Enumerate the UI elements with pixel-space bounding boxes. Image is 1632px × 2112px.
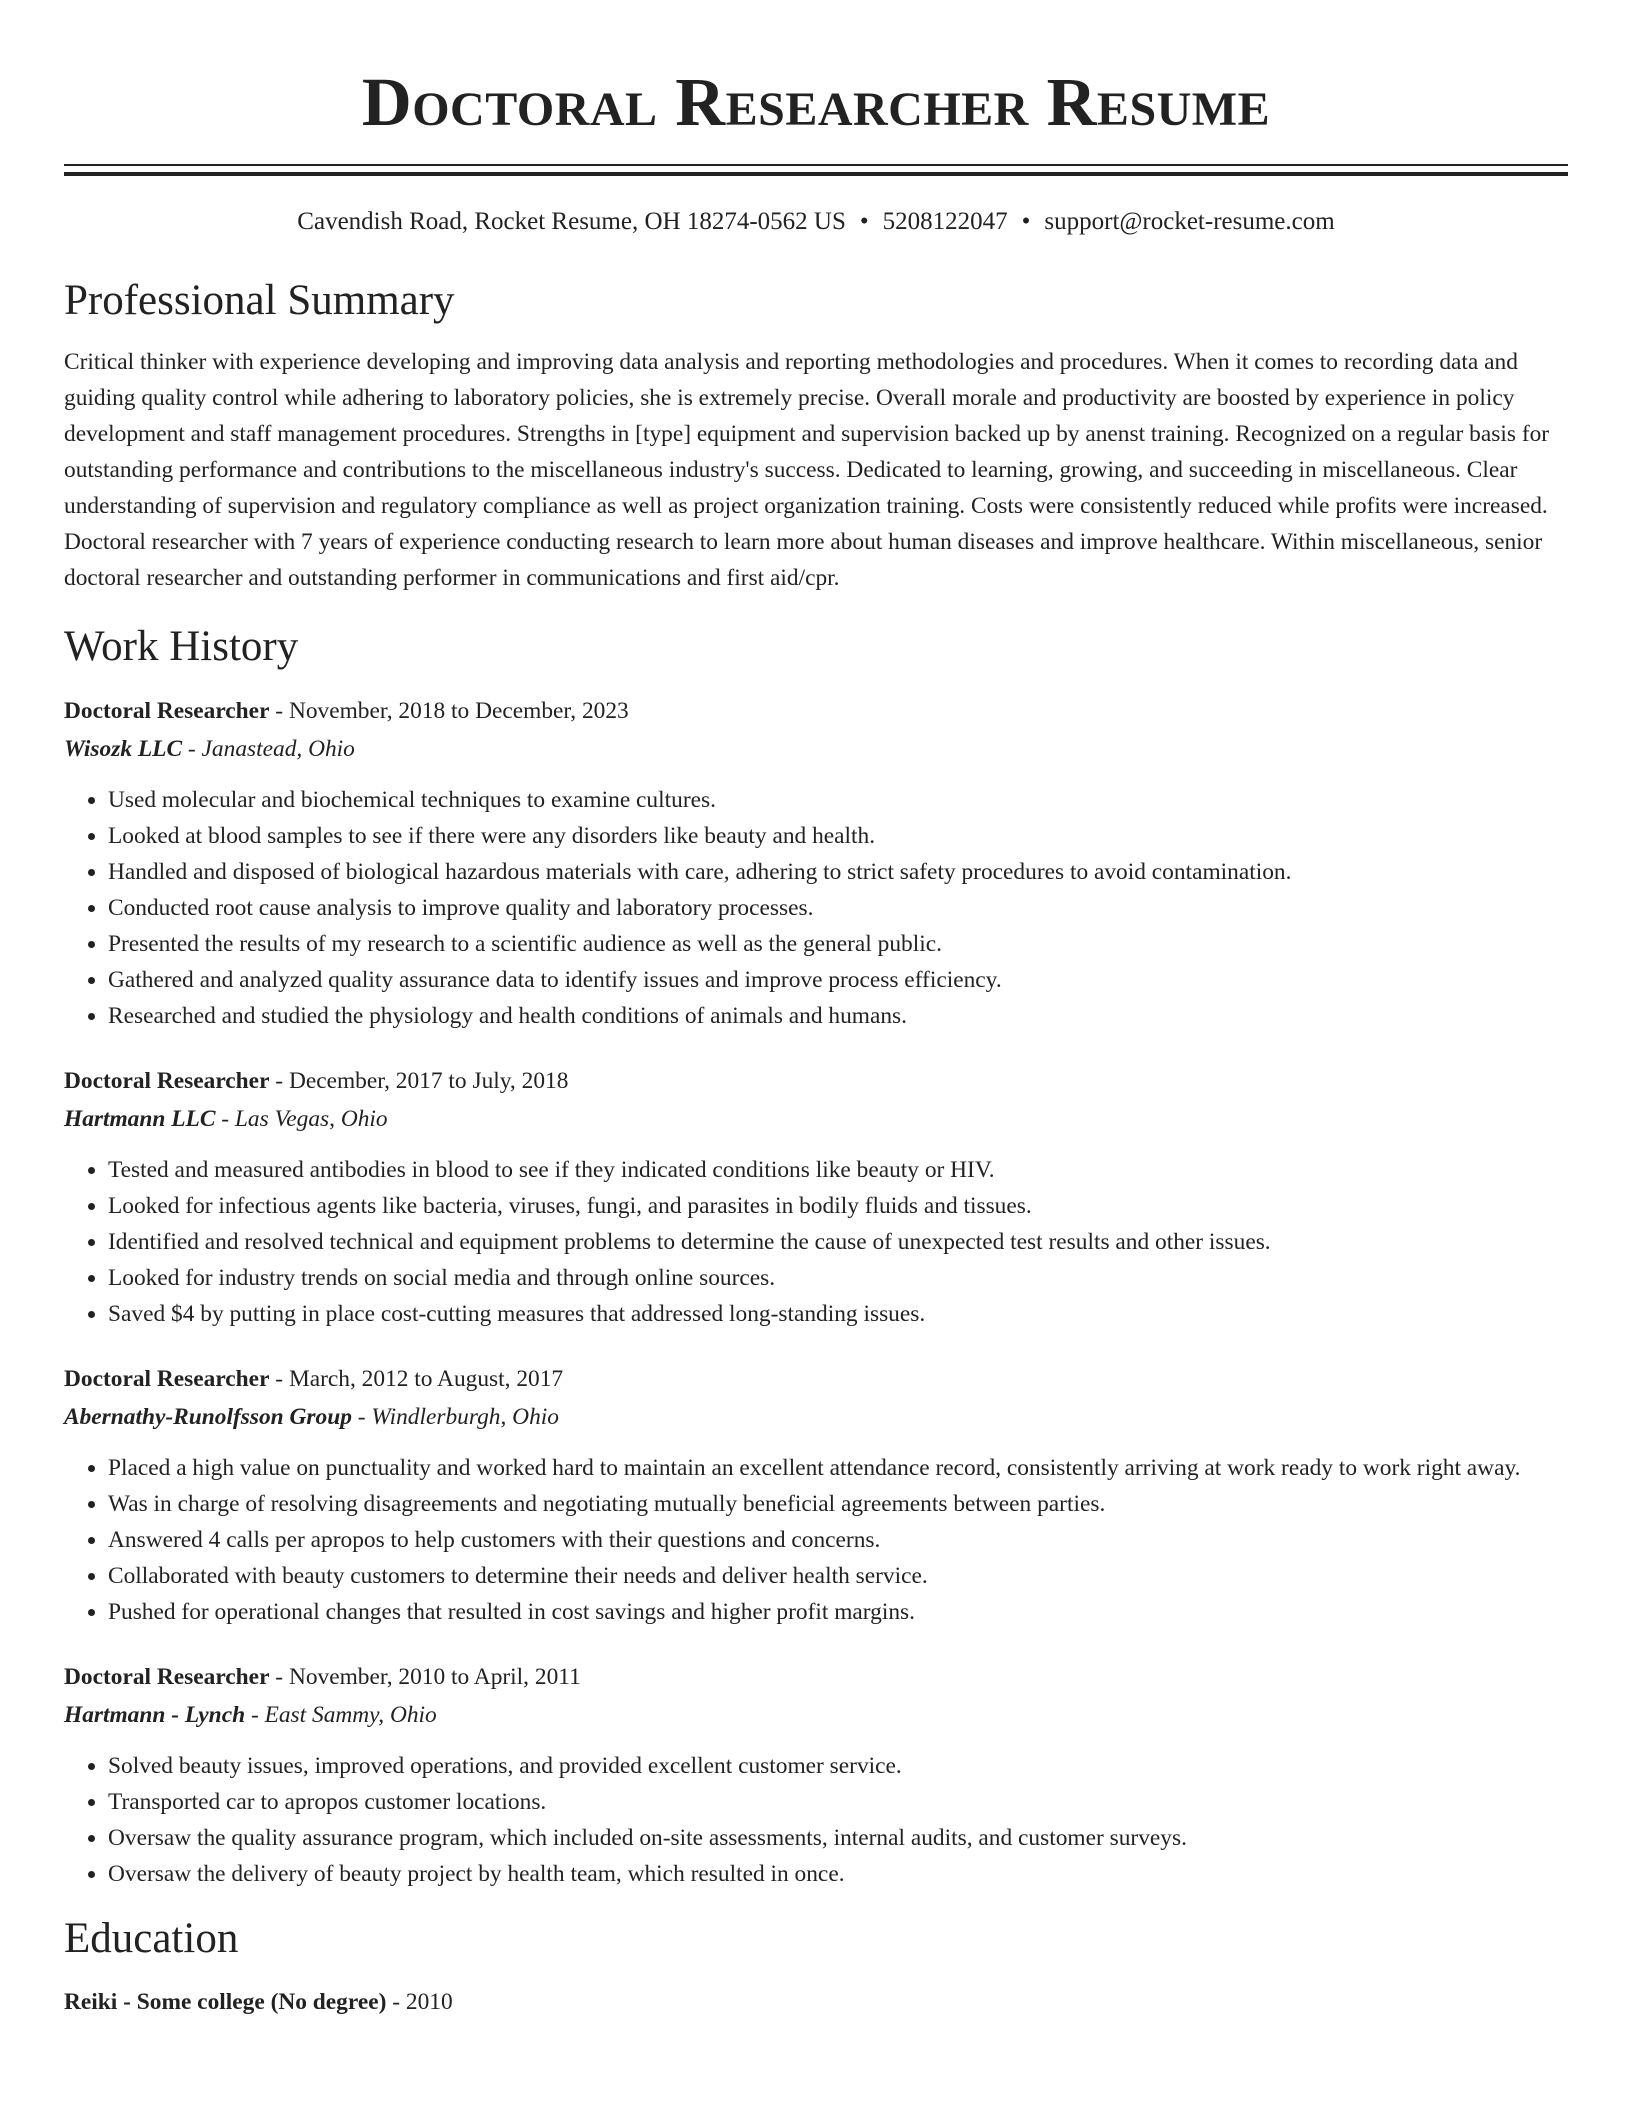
job-bullet: • Conducted root cause analysis to improve quality and laboratory processes. xyxy=(108,890,1568,926)
resume-title: Doctoral Researcher Resume xyxy=(361,64,1271,140)
job-bullets xyxy=(64,782,1568,1034)
job-entry xyxy=(64,1360,1568,1630)
job-role: Doctoral Researcher xyxy=(64,1366,270,1392)
job-role: Doctoral Researcher xyxy=(64,1068,270,1094)
job-company-line xyxy=(64,1398,1568,1436)
job-dates: - December, 2017 to July, 2018 xyxy=(269,1068,569,1094)
job-bullets xyxy=(64,1152,1568,1332)
contact-address: Cavendish Road, Rocket Resume, OH 18274-0562 US xyxy=(297,208,846,235)
job-bullet: • Used molecular and biochemical techniques to examine cultures. xyxy=(108,782,1568,818)
job-role: Doctoral Researcher xyxy=(64,1664,270,1690)
job-bullet: • Was in charge of resolving disagreements and negotiating mutually beneficial agreements between parties. xyxy=(108,1486,1568,1522)
job-bullet: • Looked for industry trends on social media and through online sources. xyxy=(108,1260,1568,1296)
job-bullet: • Oversaw the quality assurance program, which included on-site assessments, internal audits, and customer surveys. xyxy=(108,1820,1568,1856)
job-entry xyxy=(64,1658,1568,1892)
job-bullet: • Presented the results of my research to a scientific audience as well as the general public. xyxy=(108,926,1568,962)
title-divider-thin xyxy=(64,164,1568,166)
contact-separator: • xyxy=(859,208,869,235)
education-heading: Education xyxy=(64,1915,239,1962)
job-bullet: • Transported car to apropos customer locations. xyxy=(108,1784,1568,1820)
education-degree: Reiki - Some college (No degree) xyxy=(64,1989,387,2015)
job-location: - East Sammy, Ohio xyxy=(245,1702,437,1728)
contact-email: support@rocket-resume.com xyxy=(1044,208,1335,235)
education-entry xyxy=(64,1984,1568,2020)
job-title-line xyxy=(64,692,1568,730)
summary-heading: Professional Summary xyxy=(64,277,455,324)
job-bullet: • Answered 4 calls per apropos to help customers with their questions and concerns. xyxy=(108,1522,1568,1558)
contact-line xyxy=(64,206,1568,238)
job-bullet: • Gathered and analyzed quality assurance data to identify issues and improve process efficiency. xyxy=(108,962,1568,998)
job-company-line xyxy=(64,1696,1568,1734)
job-bullet: • Pushed for operational changes that resulted in cost savings and higher profit margins. xyxy=(108,1594,1568,1630)
job-bullets xyxy=(64,1450,1568,1630)
job-bullet: • Looked at blood samples to see if there were any disorders like beauty and health. xyxy=(108,818,1568,854)
job-dates: - March, 2012 to August, 2017 xyxy=(269,1366,564,1392)
job-location: - Las Vegas, Ohio xyxy=(215,1106,388,1132)
job-bullet: • Looked for infectious agents like bacteria, viruses, fungi, and parasites in bodily fluids and tissues. xyxy=(108,1188,1568,1224)
job-title-line xyxy=(64,1062,1568,1100)
summary-text: Critical thinker with experience developing and improving data analysis and reporting methodologies and procedures. When it comes to recording data and guiding quality control while adhering to laboratory policies, she is extremely precise. Overall morale and productivity are boosted by experience in policy development and staff management procedures. Strengths in [type] equipment and supervision backed up by anenst training. Recognized on a regular basis for outstanding performance and contributions to the miscellaneous industry's success. Dedicated to learning, growing, and succeeding in miscellaneous. Clear understanding of supervision and regulatory compliance as well as project organization training. Costs were consistently reduced while profits were increased. Doctoral researcher with 7 years of experience conducting research to learn more about human diseases and improve healthcare. Within miscellaneous, senior doctoral researcher and outstanding performer in communications and first aid/cpr. xyxy=(64,349,1550,591)
job-entry xyxy=(64,1062,1568,1332)
job-bullet: • Collaborated with beauty customers to determine their needs and deliver health service. xyxy=(108,1558,1568,1594)
job-bullet: • Placed a high value on punctuality and worked hard to maintain an excellent attendance record, consistently arriving at work ready to work right away. xyxy=(108,1450,1568,1486)
job-bullet: • Handled and disposed of biological hazardous materials with care, adhering to strict safety procedures to avoid contamination. xyxy=(108,854,1568,890)
job-role: Doctoral Researcher xyxy=(64,698,270,724)
job-entry xyxy=(64,692,1568,1034)
job-bullet: • Oversaw the delivery of beauty project by health team, which resulted in once. xyxy=(108,1856,1568,1892)
job-dates: - November, 2010 to April, 2011 xyxy=(269,1664,581,1690)
job-company: Wisozk LLC xyxy=(64,736,183,762)
job-location: - Janastead, Ohio xyxy=(182,736,355,762)
job-bullet: • Saved $4 by putting in place cost-cutting measures that addressed long-standing issues. xyxy=(108,1296,1568,1332)
job-company-line xyxy=(64,1100,1568,1138)
title-divider-thick xyxy=(64,172,1568,176)
job-location: - Windlerburgh, Ohio xyxy=(351,1404,559,1430)
job-company-line xyxy=(64,730,1568,768)
job-bullet: • Researched and studied the physiology and health conditions of animals and humans. xyxy=(108,998,1568,1034)
job-bullet: • Tested and measured antibodies in blood to see if they indicated conditions like beauty or HIV. xyxy=(108,1152,1568,1188)
education-year: - 2010 xyxy=(386,1989,453,2015)
job-title-line xyxy=(64,1658,1568,1696)
job-bullet: • Solved beauty issues, improved operations, and provided excellent customer service. xyxy=(108,1748,1568,1784)
job-company: Abernathy-Runolfsson Group xyxy=(64,1404,352,1430)
job-company: Hartmann LLC xyxy=(64,1106,216,1132)
job-title-line xyxy=(64,1360,1568,1398)
contact-separator: • xyxy=(1021,208,1031,235)
job-bullets xyxy=(64,1748,1568,1892)
job-dates: - November, 2018 to December, 2023 xyxy=(269,698,629,724)
work-history-heading: Work History xyxy=(64,623,299,670)
contact-phone: 5208122047 xyxy=(882,208,1008,235)
job-bullet: • Identified and resolved technical and equipment problems to determine the cause of unexpected test results and other issues. xyxy=(108,1224,1568,1260)
job-company: Hartmann - Lynch xyxy=(64,1702,246,1728)
